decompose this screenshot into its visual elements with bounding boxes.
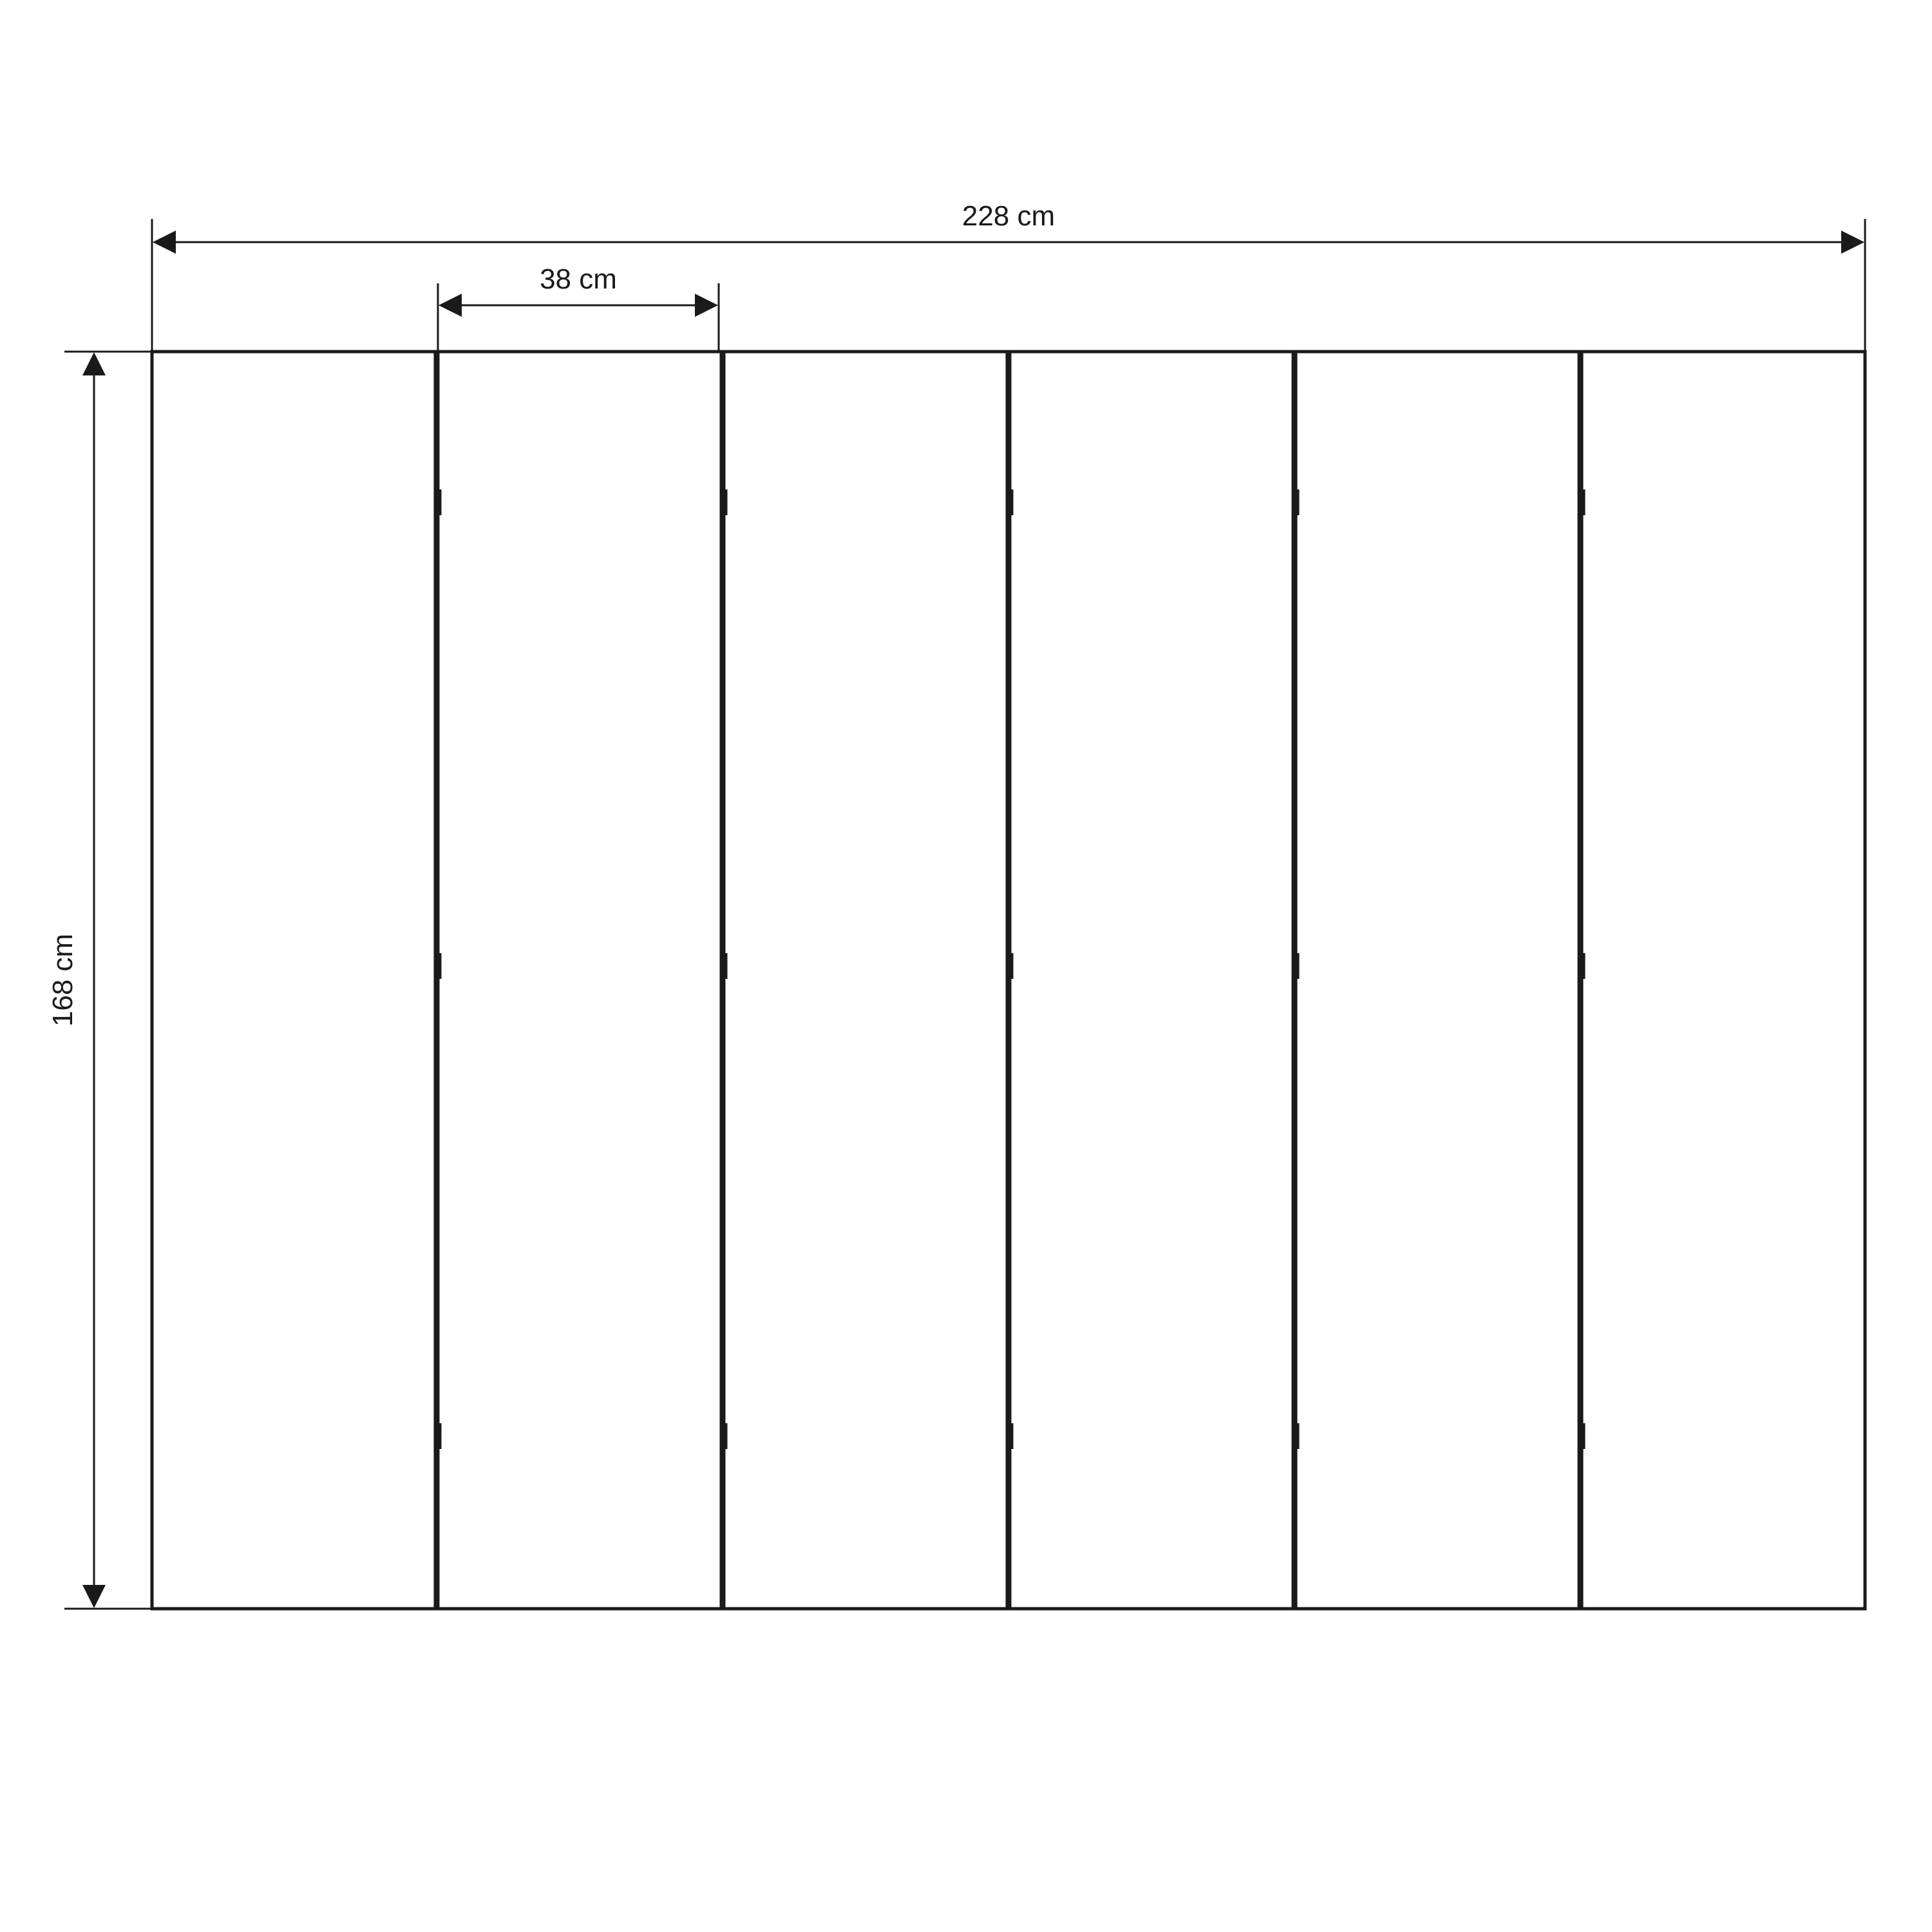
panel-5 (1296, 352, 1579, 1609)
overall-width-label: 228 cm (961, 200, 1056, 232)
panel-4 (1010, 352, 1293, 1609)
panel-group (152, 352, 1865, 1609)
panel-width-label: 38 cm (540, 263, 617, 295)
panel-1 (152, 352, 435, 1609)
panel-2 (438, 352, 721, 1609)
height-label: 168 cm (47, 933, 79, 1027)
panel-width-dimension (438, 263, 719, 352)
overall-width-dimension (152, 200, 1865, 352)
panel-6 (1582, 352, 1865, 1609)
height-dimension (47, 352, 152, 1609)
panel-3 (724, 352, 1007, 1609)
